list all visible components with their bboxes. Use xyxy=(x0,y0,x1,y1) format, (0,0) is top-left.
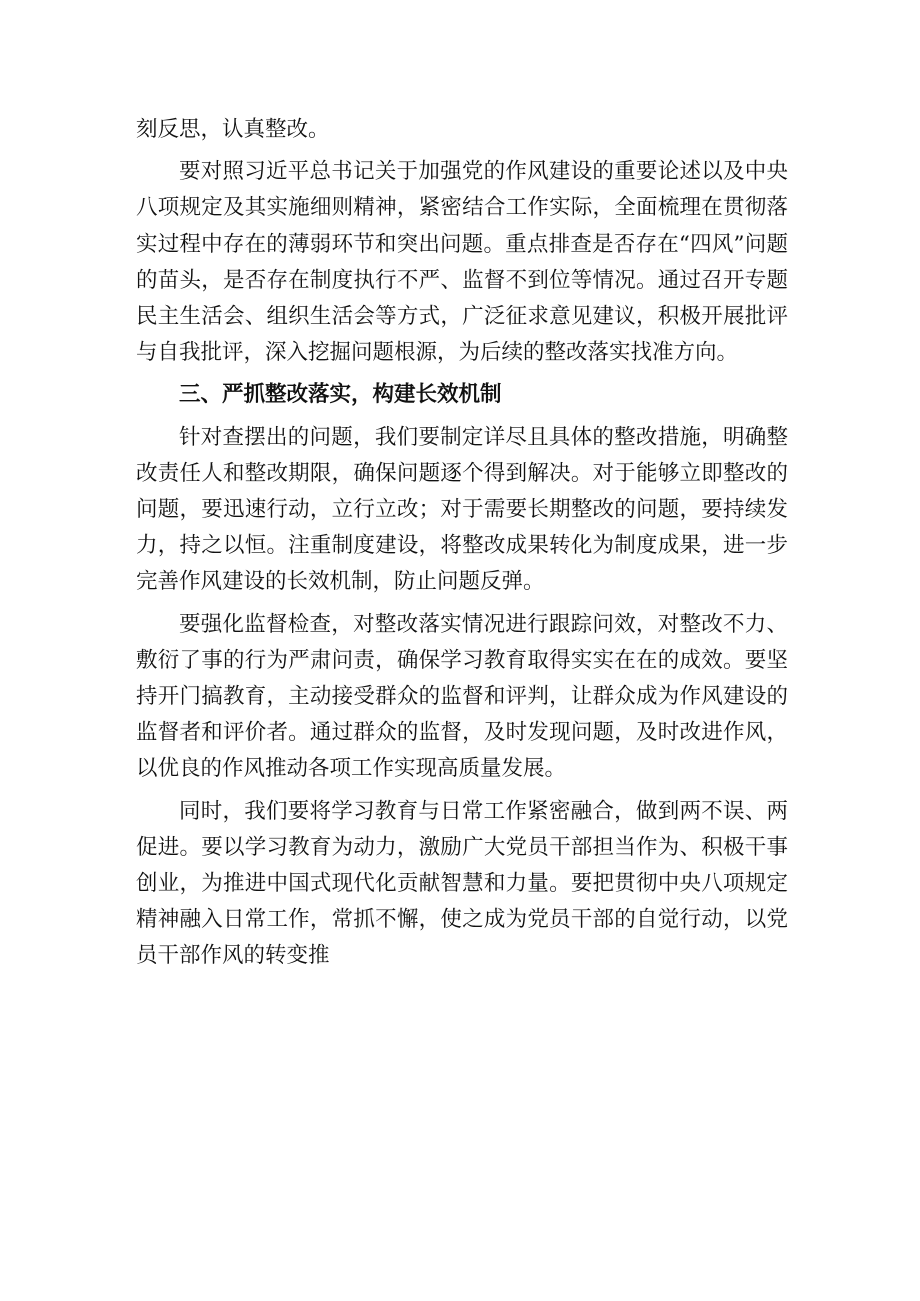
paragraph-supervision: 要强化监督检查，对整改落实情况进行跟踪问效，对整改不力、敷衍了事的行为严肃问责，确保学习教育取得实实在在的成效。要坚持开门搞教育，主动接受群众的监督和评判，让群众成为作风建设的监督者和评价者。通过群众的监督，及时发现问题，及时改进作风，以优良的作风推动各项工作实现高质量发展。 xyxy=(136,611,788,782)
section-heading-rectification: 三、严抓整改落实，构建长效机制 xyxy=(179,382,502,408)
document-body xyxy=(136,112,788,975)
paragraph-continuation: 刻反思，认真整改。 xyxy=(136,117,330,142)
paragraph-self-examination: 要对照习近平总书记关于加强党的作风建设的重要论述以及中央八项规定及其实施细则精神，紧密结合工作实际，全面梳理在贯彻落实过程中存在的薄弱环节和突出问题。重点排查是否存在“四风”问题的苗头，是否存在制度执行不严、监督不到位等情况。通过召开专题民主生活会、组织生活会等方式，广泛征求意见建议，积极开展批评与自我批评，深入挖掘问题根源，为后续的整改落实找准方向。 xyxy=(136,159,788,366)
paragraph-rectification-measures: 针对查摆出的问题，我们要制定详尽且具体的整改措施，明确整改责任人和整改期限，确保问题逐个得到解决。对于能够立即整改的问题，要迅速行动，立行立改；对于需要长期整改的问题，要持续发力，持之以恒。注重制度建设，将整改成果转化为制度成果，进一步完善作风建设的长效机制，防止问题反弹。 xyxy=(136,424,788,595)
paragraph-integration: 同时，我们要将学习教育与日常工作紧密融合，做到两不误、两促进。要以学习教育为动力，激励广大党员干部担当作为、积极干事创业，为推进中国式现代化贡献智慧和力量。要把贯彻中央八项规定精神融入日常工作，常抓不懈，使之成为党员干部的自觉行动，以党员干部作风的转变推 xyxy=(136,798,788,969)
